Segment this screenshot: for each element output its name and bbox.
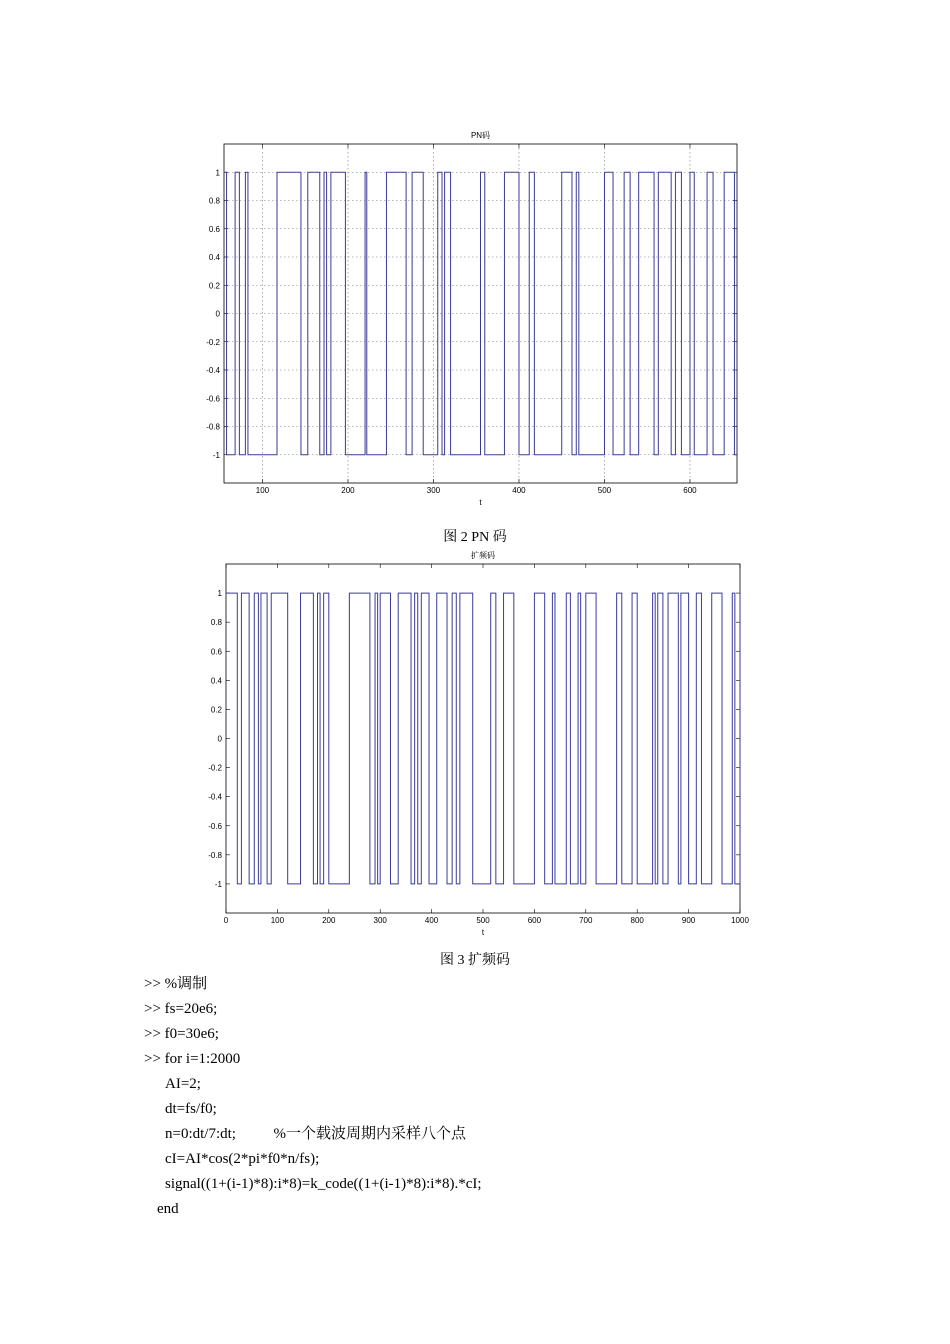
code-line: >> fs=20e6;: [144, 1001, 218, 1017]
y-tick-label: -0.2: [208, 763, 222, 773]
y-tick-label: -0.6: [206, 394, 220, 404]
code-line: end: [157, 1201, 179, 1217]
x-tick-label: 500: [476, 916, 490, 925]
y-tick-label: -0.8: [206, 422, 220, 432]
figure-2-caption: 图 2 PN 码: [443, 530, 507, 545]
code-line: >> %调制: [144, 976, 208, 992]
x-tick-label: 800: [630, 916, 644, 925]
y-tick-label: 1: [217, 589, 222, 599]
spread-code-chart: [208, 550, 749, 937]
y-tick-label: -0.6: [208, 821, 222, 831]
pn-code-chart: [206, 131, 737, 507]
chart-title: PN码: [470, 131, 491, 140]
y-tick-label: -0.2: [206, 337, 220, 347]
y-tick-label: 0.8: [208, 196, 220, 206]
y-tick-label: 0: [215, 309, 220, 319]
y-tick-label: 0.6: [210, 647, 222, 657]
y-tick-label: -1: [214, 879, 222, 889]
y-tick-label: 1: [215, 168, 220, 178]
code-line: >> for i=1:2000: [144, 1051, 241, 1067]
y-tick-label: 0.2: [208, 281, 220, 291]
x-axis-label: t: [481, 928, 485, 937]
x-tick-label: 600: [683, 486, 697, 495]
x-tick-label: 100: [270, 916, 285, 925]
x-tick-label: 500: [597, 486, 612, 495]
y-tick-label: -1: [212, 450, 220, 460]
x-tick-label: 300: [373, 916, 387, 925]
x-axis-label: t: [479, 498, 482, 507]
x-tick-label: 100: [255, 486, 270, 495]
chart-title: 扩频码: [471, 551, 495, 560]
code-line: dt=fs/f0;: [165, 1101, 217, 1117]
code-line: n=0:dt/7:dt; %一个载波周期内采样八个点: [165, 1126, 466, 1142]
x-tick-label: 600: [527, 916, 542, 925]
figure-3-caption: 图 3 扩频码: [440, 953, 510, 968]
y-tick-label: -0.4: [206, 366, 220, 375]
code-line: >> f0=30e6;: [144, 1026, 219, 1042]
x-tick-label: 1000: [731, 916, 749, 925]
y-tick-label: 0.2: [210, 705, 222, 715]
y-tick-label: -0.8: [208, 850, 222, 860]
x-tick-label: 400: [512, 486, 526, 495]
y-tick-label: 0.6: [208, 224, 220, 234]
y-tick-label: 0.4: [208, 253, 220, 262]
x-tick-label: 300: [426, 486, 441, 495]
code-line: cI=AI*cos(2*pi*f0*n/fs);: [165, 1151, 320, 1167]
y-tick-label: 0: [217, 734, 222, 744]
x-tick-label: 900: [681, 916, 696, 925]
x-tick-label: 0: [223, 916, 229, 925]
matlab-code-block: [144, 972, 482, 1222]
code-line: signal((1+(i-1)*8):i*8)=k_code((1+(i-1)*8):i*8).*cI;: [165, 1176, 482, 1192]
x-tick-label: 200: [322, 916, 336, 925]
y-tick-label: -0.4: [208, 792, 222, 802]
x-tick-label: 400: [424, 916, 439, 925]
code-line: AI=2;: [165, 1076, 201, 1092]
x-tick-label: 200: [341, 486, 355, 495]
x-tick-label: 700: [579, 916, 593, 925]
y-tick-label: 0.4: [210, 676, 222, 686]
y-tick-label: 0.8: [210, 618, 222, 628]
